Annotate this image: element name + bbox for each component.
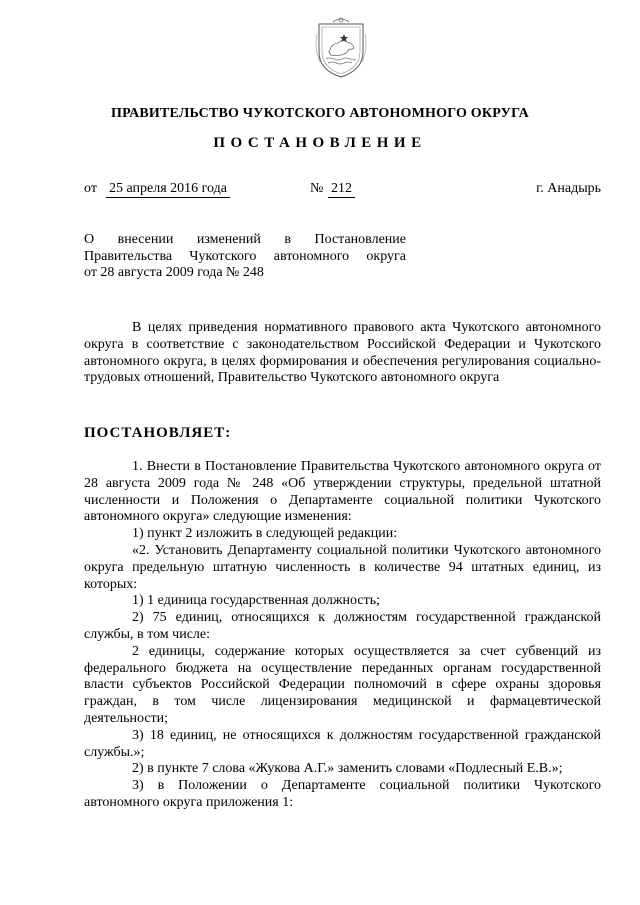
subject-line: О внесении изменений в Постановление — [84, 232, 406, 247]
document-subject — [84, 232, 406, 282]
preamble-text: В целях приведения нормативного правового акта Чукотского автономного округа в соответствие с законодательством Российской Федерации и Чукотского автономного округа, в целях формирования и обеспечения регулирования социально-трудовых отношений, Правительство Чукотского автономного округа — [84, 320, 601, 386]
paragraph: 2 единицы, содержание которых осуществляется за счет субвенций из федерального бюджета на осуществление переданных органам государственной власти субъектов Российской Федерации полномочий в сфере охраны здоровья граждан, в том числе лицензирования медицинской и фармацевтической деятельности; — [84, 643, 601, 726]
document-city: г. Анадырь — [536, 181, 601, 196]
subject-line: Правительства Чукотского автономного округа — [84, 248, 406, 264]
decree-heading: ПОСТАНОВЛЯЕТ: — [84, 425, 232, 441]
paragraph: 3) в Положении о Департаменте социальной политики Чукотского автономного округа приложения 1: — [84, 778, 601, 810]
document-date: 25 апреля 2016 года — [106, 181, 230, 198]
from-label: от — [84, 181, 97, 196]
paragraph: 2) в пункте 7 слова «Жукова А.Г.» заменить словами «Подлесный Е.В.»; — [132, 761, 563, 777]
government-title: ПРАВИТЕЛЬСТВО ЧУКОТСКОГО АВТОНОМНОГО ОКРУГА — [111, 106, 529, 121]
decree-body — [84, 459, 601, 812]
subject-line: от 28 августа 2009 года № 248 — [84, 265, 264, 280]
paragraph: 1) 1 единица государственная должность; — [132, 593, 380, 609]
paragraph: 1. Внести в Постановление Правительства Чукотского автономного округа от 28 августа 2009 года № 248 «Об утверждении структуры, предельной штатной численности и Положения о Департаменте социальной политики Чукотского автономного округа» следующие изменения: — [84, 459, 601, 525]
document-meta — [84, 181, 601, 199]
chukotka-coat-of-arms-icon — [311, 14, 371, 80]
paragraph: 2) 75 единиц, относящихся к должностям государственной гражданской службы, в том числе: — [84, 610, 601, 642]
paragraph: 3) 18 единиц, не относящихся к должностям государственной гражданской службы.»; — [84, 727, 601, 760]
document-type: ПОСТАНОВЛЕНИЕ — [213, 135, 427, 151]
paragraph: «2. Установить Департаменту социальной политики Чукотского автономного округа предельную штатную численность в количестве 94 штатных единиц, из которых: — [84, 542, 601, 592]
paragraph: 1) пункт 2 изложить в следующей редакции: — [132, 526, 398, 542]
document-number: 212 — [328, 181, 355, 198]
preamble — [84, 320, 601, 387]
number-label: № — [310, 181, 324, 196]
